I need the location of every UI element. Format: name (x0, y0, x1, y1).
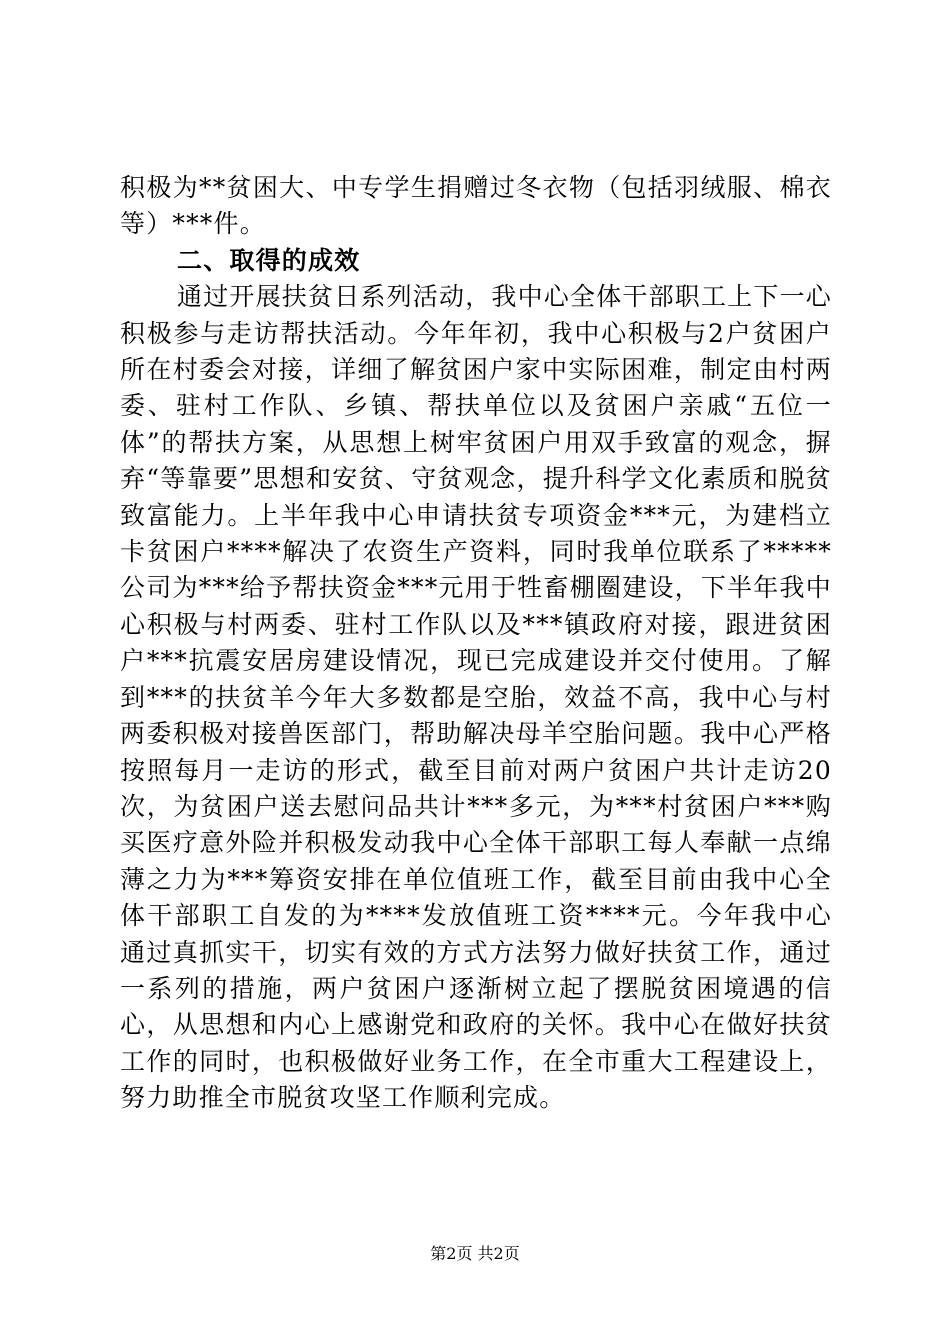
document-body (120, 170, 832, 1117)
continued-paragraph: 积极为**贫困大、中专学生捐赠过冬衣物（包括羽绒服、棉衣等）***件。 (120, 173, 832, 239)
page-footer: 第2页 共2页 (430, 1244, 520, 1263)
body-paragraph: 通过开展扶贫日系列活动，我中心全体干部职工上下一心积极参与走访帮扶活动。今年年初，我中心积极与2户贫困户所在村委会对接，详细了解贫困户家中实际困难，制定由村两委、驻村工作队、乡镇、帮扶单位以及贫困户亲戚“五位一体”的帮扶方案，从思想上树牢贫困户用双手致富的观念，摒弃“等靠要”思想和安贫、守贫观念，提升科学文化素质和脱贫致富能力。上半年我中心申请扶贫专项资金***元，为建档立卡贫困户****解决了农资生产资料，同时我单位联系了*****公司为***给予帮扶资金***元用于牲畜棚圈建设，下半年我中心积极与村两委、驻村工作队以及***镇政府对接，跟进贫困户***抗震安居房建设情况，现已完成建设并交付使用。了解到***的扶贫羊今年大多数都是空胎，效益不高，我中心与村两委积极对接兽医部门，帮助解决母羊空胎问题。我中心严格按照每月一走访的形式，截至目前对两户贫困户共计走访20次，为贫困户送去慰问品共计***多元，为***村贫困户***购买医疗意外险并积极发动我中心全体干部职工每人奉献一点绵薄之力为***筹资安排在单位值班工作，截至目前由我中心全体干部职工自发的为****发放值班工资****元。今年我中心通过真抓实干，切实有效的方式方法努力做好扶贫工作，通过一系列的措施，两户贫困户逐渐树立起了摆脱贫困境遇的信心，从思想和内心上感谢党和政府的关怀。我中心在做好扶贫工作的同时，也积极做好业务工作，在全市重大工程建设上，努力助推全市脱贫攻坚工作顺利完成。 (120, 282, 833, 1113)
section-heading: 二、取得的成效 (177, 245, 361, 275)
